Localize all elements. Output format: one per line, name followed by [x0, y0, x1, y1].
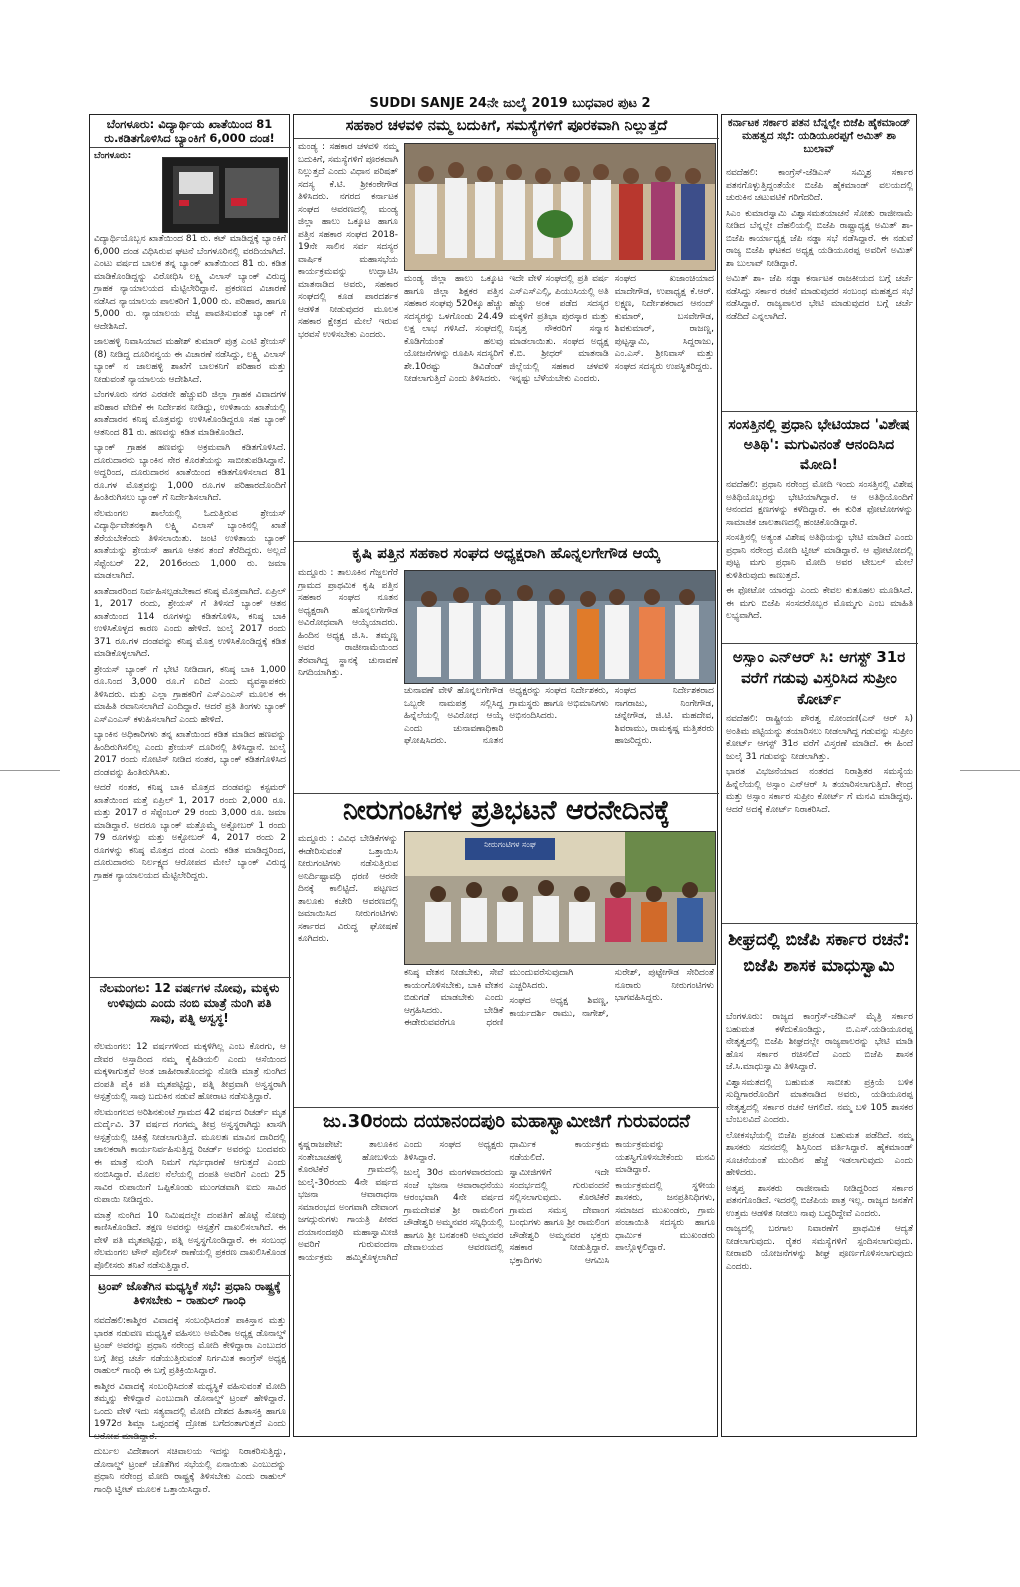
paragraph: ನವದೆಹಲಿ: ಪ್ರಧಾನಿ ನರೇಂದ್ರ ಮೋದಿ ಇಂದು ಸಂಸತ್ತಿನಲ್ಲಿ ವಿಶೇಷ ಅತಿಥಿಯೊಬ್ಬರನ್ನು ಭೇಟಿಯಾಗಿದ್ದಾರೆ. ಆ ಅತಿಥಿಯೊಂದಿಗೆ ಆನಂದದ ಕ್ಷಣಗಳನ್ನು ಕಳೆದಿದ್ದಾರೆ. ಈ ಕುರಿತ ಫೋಟೋಗಳನ್ನು ಸಾಮಾಜಿಕ ಜಾಲತಾಣದಲ್ಲಿ ಹಂಚಿಕೊಂಡಿದ್ದಾರೆ. — [726, 480, 913, 528]
paragraph: ಕೃಷ್ಣರಾಜಪೇಟೆ: ತಾಲೂಕಿನ ಸಂತೇಬಾಚಹಳ್ಳಿ ಹೋಬಳಿಯ ಕೊರಟಿಕೆರೆ ಗ್ರಾಮದಲ್ಲಿ ಜುಲೈ-30ರಂದು 4ನೇ ವರ್ಷದ ಭಜನಾ ಆವಾರಾಧನಾ ಸಮಾರಂಭದ ಅಂಗವಾಗಿ ದೇವಾಂಗ ಜಗದ್ಗುರುಗಳು ಗಾಯತ್ರಿ ಪೀಠದ ದಯಾನಂದಪುರಿ ಮಹಾಸ್ವಾಮೀಜಿ ಅವರಿಗೆ ಗುರುವಂದನಾ ಕಾರ್ಯಕ್ರಮ ಹಮ್ಮಿಕೊಳ್ಳಲಾಗಿದೆ ಎಂದು ಸಂಘದ ಅಧ್ಯಕ್ಷರು ತಿಳಿಸಿದ್ದಾರೆ. — [298, 1140, 504, 1263]
paragraph: ಸಿಎಂ ಕುಮಾರಸ್ವಾಮಿ ವಿಶ್ವಾಸಮತಯಾಚನೆ ಸೋತು ರಾಜೀನಾಮೆ ನೀಡಿದ ಬೆನ್ನಲ್ಲೇ ದೆಹಲಿಯಲ್ಲಿ ಬಿಜೆಪಿ ರಾಷ್ಟ್ರಾಧ್ಯಕ್ಷ ಅಮಿತ್ ಶಾ-ಬಿಜೆಪಿ ಕಾರ್ಯಾಧ್ಯಕ್ಷ ಜೆಪಿ ನಡ್ಡಾ ಸಭೆ ನಡೆಸಿದ್ದಾರೆ. ಈ ನಡುವೆ ರಾಜ್ಯ ಬಿಜೆಪಿ ಘಟಕದ ಅಧ್ಯಕ್ಷ ಯಡಿಯೂರಪ್ಪ ಅವರಿಗೆ ಅಮಿತ್ ಶಾ ಬುಲಾವ್ ನೀಡಿದ್ದಾರೆ. — [726, 208, 913, 269]
headline-guruvandane: ಜು.30ರಂದು ದಯಾನಂದಪುರಿ ಮಹಾಸ್ವಾಮೀಜಿಗೆ ಗುರುವಂದನೆ — [323, 1111, 690, 1132]
article-body — [726, 713, 913, 921]
paragraph: ನವದೆಹಲಿ: ಕಾಂಗ್ರೆಸ್-ಜೆಡಿಎಸ್ ಸಮ್ಮಿಶ್ರ ಸರ್ಕಾರ ಪತನಗೊಳ್ಳುತ್ತಿದ್ದಂತೆಯೇ ಬಿಜೆಪಿ ಹೈಕಮಾಂಡ್ ವಲಯದಲ್ಲಿ ಚುರುಕಿನ ಚಟುವಟಿಕೆ ಗರಿಗೆದರಿದೆ. — [726, 168, 913, 203]
paragraph: ಭಾರತ ವಿಭಜನೆಯಾದ ನಂತರದ ನಿರಾಶ್ರಿತರ ಸಮಸ್ಯೆಯ ಹಿನ್ನೆಲೆಯಲ್ಲಿ ಅಸ್ಸಾಂ ಎನ್ಆರ್ ಸಿ ತಯಾರಿಸಲಾಗುತ್ತಿದೆ. ಕೇಂದ್ರ ಮತ್ತು ಅಸ್ಸಾಂ ಸರ್ಕಾರ ಸುಪ್ರೀಂ ಕೋರ್ಟ್ ಗೆ ಮನವಿ ಮಾಡಿದ್ದವು. ಆದರೆ ಅದಕ್ಕೆ ಕೋರ್ಟ್ ನಿರಾಕರಿಸಿದೆ. — [726, 767, 913, 815]
paragraph: ನವದೆಹಲಿ:ಕಾಶ್ಮೀರ ವಿವಾದಕ್ಕೆ ಸಂಬಂಧಿಸಿದಂತೆ ಪಾಕಿಸ್ತಾನ ಮತ್ತು ಭಾರತ ನಡುವಣ ಮಧ್ಯಸ್ಥಿಕೆ ವಹಿಸಲು ಅಮೆರಿಕಾ ಅಧ್ಯಕ್ಷ ಡೊನಾಲ್ಡ್ ಟ್ರಂಪ್ ಅವರನ್ನು ಪ್ರಧಾನಿ ನರೇಂದ್ರ ಮೋದಿ ಕೇಳಿದ್ದಾರಾ ಎಂಬುದರ ಬಗ್ಗೆ ತೀವ್ರ ಚರ್ಚೆ ನಡೆಯುತ್ತಿರುವಂತೆ ನಿರ್ಗಮಿತ ಕಾಂಗ್ರೆಸ್ ಅಧ್ಯಕ್ಷ ರಾಹುಲ್ ಗಾಂಧಿ ಈ ಬಗ್ಗೆ ಪ್ರತಿಕ್ರಿಯಿಸಿದ್ದಾರೆ. — [94, 1316, 286, 1376]
article-body — [298, 141, 398, 381]
article-body — [94, 1041, 286, 1273]
column-right — [721, 114, 917, 1437]
paragraph: ವಿಶ್ವಾಸಮತದಲ್ಲಿ ಬಹುಮತ ಸಾಬೀತು ಪ್ರಕ್ರಿಯೆ ಬಳಿಕ ಸುದ್ದಿಗಾರರೊಂದಿಗೆ ಮಾತನಾಡಿದ ಅವರು, ಯಡಿಯೂರಪ್ಪ ನೇತೃತ್ವದಲ್ಲಿ ಸರ್ಕಾರ ರಚನೆ ಆಗಲಿದೆ. ನಮ್ಮ ಬಳಿ 105 ಶಾಸಕರ ಬೆಂಬಲವಿದೆ ಎಂದರು. — [726, 1077, 913, 1125]
article-body — [298, 1139, 715, 1435]
paragraph: ಜಾಲಹಳ್ಳಿ ನಿವಾಸಿಯಾದ ಮಹೇಶ್ ಕುಮಾರ್ ಪುತ್ರ ಎಂಟಿ ಶ್ರೇಯಸ್ (8) ನೀಡಿದ್ದ ದೂರಿನನ್ವಯ ಈ ವಿಚಾರಣೆ ನಡೆಸಿದ್ದು, ಲಕ್ಷ್ಮಿ ವಿಲಾಸ್ ಬ್ಯಾಂಕ್ ನ ಜಾಲಹಳ್ಳಿ ಶಾಖೆಗೆ ಬಾಲಕನಿಗೆ ಪರಿಹಾರ ಮತ್ತು ನೀಡುವಂತೆ ನ್ಯಾಯಾಲಯ ಆದೇಶಿಸಿದೆ. — [94, 337, 286, 385]
paragraph: ಸ್ವಾಮೀಜಿಗಳಿಗೆ ಇದೇ ಸಂದರ್ಭದಲ್ಲಿ ಗುರುವಂದನೆ ಸಲ್ಲಿಸಲಾಗುವುದು. ಕೊರಟಿಕೆರೆ ಗ್ರಾಮದ ಸಮಸ್ತ ದೇವಾಂಗ ಬಂಧುಗಳು ಹಾಗೂ ಶ್ರೀ ರಾಮಲಿಂಗ ಚೌಡೇಶ್ವರಿ ಅಮ್ಮನವರ ಭಕ್ತರು ಸಹಕಾರ ನೀಡುತ್ತಿದ್ದಾರೆ. ಭಕ್ತಾದಿಗಳು ಆಗಮಿಸಿ ಕಾರ್ಯಕ್ರಮವನ್ನು ಯಶಸ್ವಿಗೊಳಿಸಬೇಕೆಂದು ಮನವಿ ಮಾಡಿದ್ದಾರೆ. — [509, 1140, 715, 1266]
paragraph: ಸಂಘದ ಅಧ್ಯಕ್ಷ ಶಿವಣ್ಣ, ಕಾರ್ಯದರ್ಶಿ ರಾಮು, ನಾಗೇಶ್, ಸುರೇಶ್, ಪುಟ್ಟೇಗೌಡ ಸೇರಿದಂತೆ ನೂರಾರು ನೀರುಗಂಟಿಗಳು ಭಾಗವಹಿಸಿದ್ದರು. — [509, 968, 714, 1019]
headline-modi-special-guest: ಸಂಸತ್ತಿನಲ್ಲಿ ಪ್ರಧಾನಿ ಭೇಟಿಯಾದ 'ವಿಶೇಷ ಅತಿಥಿ': ಮಗುವಿನಂತೆ ಆನಂದಿಸಿದ ಮೋದಿ! — [728, 417, 910, 473]
masthead: SUDDI SANJE 24ನೇ ಜುಲೈ 2019 ಬುಧವಾರ ಪುಟ 2 — [369, 96, 651, 111]
article-body — [404, 273, 714, 538]
paragraph: ಬೆಂಗಳೂರು ನಗರ ಎರಡನೇ ಹೆಚ್ಚುವರಿ ಜಿಲ್ಲಾ ಗ್ರಾಹಕ ವಿವಾದಗಳ ಪರಿಹಾರ ವೇದಿಕೆ ಈ ನಿರ್ದೇಶನ ನೀಡಿದ್ದು, ಉಳಿತಾಯ ಖಾತೆಯಲ್ಲಿ ಖಾತೆದಾರನ ಕನಿಷ್ಠ ಮೊತ್ತವನ್ನು ಉಳಿಸಿಕೊಂಡಿದ್ದರೂ ಸಹ ಬ್ಯಾಂಕ್ ಆತನಿಂದ 81 ರು. ಹಣವನ್ನು ಕಡಿತ ಮಾಡಿಕೊಂಡಿದೆ. — [94, 390, 286, 438]
article-body — [726, 167, 913, 407]
fold-mark — [0, 770, 60, 771]
paragraph: ಲೋಕಸಭೆಯಲ್ಲಿ ಬಿಜೆಪಿ ಪ್ರಚಂಡ ಬಹುಮತ ಪಡೆದಿದೆ. ನಮ್ಮ ಶಾಸಕರು ಸದನದಲ್ಲಿ ಶಿಸ್ತಿನಿಂದ ವರ್ತಿಸಿದ್ದಾರೆ. ಹೈಕಮಾಂಡ್ ಸೂಚನೆಯಂತೆ ಮುಂದಿನ ಹೆಜ್ಜೆ ಇಡಲಾಗುವುದು ಎಂದು ಹೇಳಿದರು. — [726, 1130, 913, 1178]
paragraph: ಮಂಡ್ಯ : ಸಹಕಾರ ಚಳವಳಿ ನಮ್ಮ ಬದುಕಿಗೆ, ಸಮಸ್ಯೆಗಳಿಗೆ ಪೂರಕವಾಗಿ ನಿಲ್ಲುತ್ತದೆ ಎಂದು ವಿಧಾನ ಪರಿಷತ್ ಸದಸ್ಯ ಕೆ.ಟಿ. ಶ್ರೀಕಂಠೇಗೌಡ ತಿಳಿಸಿದರು. ನಗರದ ಕರ್ನಾಟಕ ಸಂಘದ ಆವರಣದಲ್ಲಿ ಮಂಡ್ಯ ಜಿಲ್ಲಾ ಹಾಲು ಒಕ್ಕೂಟ ಹಾಗೂ ಪತ್ತಿನ ಸಹಕಾರ ಸಂಘದ 2018-19ನೇ ಸಾಲಿನ ಸರ್ವ ಸದಸ್ಯರ ವಾರ್ಷಿಕ ಮಹಾಸಭೆಯ ಕಾರ್ಯಕ್ರಮವನ್ನು ಉದ್ಘಾಟಿಸಿ ಮಾತನಾಡಿದ ಅವರು, ಸಹಕಾರ ಸಂಘದಲ್ಲಿ ಕೂಡ ಪಾರದರ್ಶಕ ಆಡಳಿತ ನೀಡುವುದರ ಮೂಲಕ ಸಹಕಾರ ಕ್ಷೇತ್ರದ ಮೇಲೆ ಇರುವ ಭರವಸೆ ಉಳಿಸಬೇಕು ಎಂದರು. — [298, 142, 398, 340]
paragraph: ರಾಜ್ಯದಲ್ಲಿ ಬರಗಾಲ ನಿವಾರಣೆಗೆ ಪ್ರಾಥಮಿಕ ಆದ್ಯತೆ ನೀಡಲಾಗುವುದು. ರೈತರ ಸಮಸ್ಯೆಗಳಿಗೆ ಸ್ಪಂದಿಸಲಾಗುವುದು. ನೀರಾವರಿ ಯೋಜನೆಗಳನ್ನು ಶೀಘ್ರ ಪೂರ್ಣಗೊಳಿಸಲಾಗುವುದು ಎಂದರು. — [726, 1224, 913, 1272]
paragraph: ಅತೃಪ್ತ ಶಾಸಕರು ರಾಜೀನಾಮೆ ನೀಡಿದ್ದರಿಂದ ಸರ್ಕಾರ ಪತನಗೊಂಡಿದೆ. ಇದರಲ್ಲಿ ಬಿಜೆಪಿಯ ಪಾತ್ರ ಇಲ್ಲ. ರಾಜ್ಯದ ಜನತೆಗೆ ಉತ್ತಮ ಆಡಳಿತ ನೀಡಲು ನಾವು ಬದ್ಧರಿದ್ದೇವೆ ಎಂದರು. — [726, 1183, 913, 1219]
headline-nelamangala-tablet: ನೆಲಮಂಗಲ: 12 ವರ್ಷಗಳ ನೋವು, ಮಕ್ಕಳು ಉಳಿವುದು ಎಂದು ನಂಬಿ ಮಾತ್ರೆ ನುಂಗಿ ಪತಿ ಸಾವು, ಪತ್ನಿ ಅಸ್ವಸ್ಥ! — [99, 981, 280, 1025]
photo-image — [405, 144, 715, 270]
photo-image — [405, 832, 715, 964]
photo-image — [405, 571, 715, 683]
paragraph: ಖಾತೆದಾರರಿಂದ ನಿರ್ವಹಿಸಲ್ಪಡಬೇಕಾದ ಕನಿಷ್ಠ ಮೊತ್ತವಾಗಿದೆ. ಏಪ್ರಿಲ್ 1, 2017 ರಂದು, ಶ್ರೇಯಸ್ ಗೆ ತಿಳಿಸದೆ ಬ್ಯಾಂಕ್ ಆತನ ಖಾತೆಯಿಂದ 114 ರೂಗಳನ್ನು ಕಡಿತಗೊಳಿಸಿ, ಕನಿಷ್ಠ ಬಾಕಿ ಉಳಿಸಿಕೊಳ್ಳದ ಕಾರಣ ಎಂದು ಹೇಳಿದೆ. ಜುಲೈ 2017 ರಂದು 371 ರೂ.ಗಳ ದಂಡವನ್ನು ಕನಿಷ್ಠ ಮೊತ್ತ ಉಳಿಸಿಕೊಂಡಿದ್ದಕ್ಕೆ ಕಡಿತ ಮಾಡಿಕೊಳ್ಳಲಾಗಿದೆ. — [94, 586, 286, 659]
article-body — [94, 233, 286, 975]
paragraph: ಬ್ಯಾಂಕಿನ ಅಧಿಕಾರಿಗಳು ತನ್ನ ಖಾತೆಯಿಂದ ಕಡಿತ ಮಾಡಿದ ಹಣವನ್ನು ಹಿಂದಿರುಗಿಸಲಿಲ್ಲ ಎಂದು ಶ್ರೇಯಸ್ ದೂರಿನಲ್ಲಿ ತಿಳಿಸಿದ್ದಾನೆ. ಜುಲೈ 2017 ರಂದು ನೋಟಿಸ್ ನೀಡಿದ ನಂತರ, ಬ್ಯಾಂಕ್ ಕಡಿತಗೊಳಿಸಿದ ದಂಡವನ್ನು ಹಿಂತಿರುಗಿಸಿತು. — [94, 730, 286, 778]
headline-trump-mediation: ಟ್ರಂಪ್ ಜೊತೆಗಿನ ಮಧ್ಯಸ್ಥಿಕೆ ಸಭೆ: ಪ್ರಧಾನಿ ರಾಷ್ಟ್ರಕ್ಕೆ ತಿಳಿಸಬೇಕು – ರಾಹುಲ್ ಗಾಂಧಿ — [98, 1279, 281, 1308]
paragraph: ಕಾಶ್ಮೀರ ವಿವಾದಕ್ಕೆ ಸಂಬಂಧಿಸಿದಂತೆ ಮಧ್ಯಸ್ಥಿಕೆ ವಹಿಸುವಂತೆ ಮೋದಿ ತಮ್ಮನ್ನು ಕೇಳಿದ್ದಾರೆ ಎಂಬುದಾಗಿ ಡೊನಾಲ್ಡ್ ಟ್ರಂಪ್ ಹೇಳಿದ್ದಾರೆ. ಒಂದು ವೇಳೆ ಇದು ಸತ್ಯವಾದಲ್ಲಿ ಮೋದಿ ದೇಶದ ಹಿತಾಸಕ್ತಿ ಹಾಗೂ 1972ರ ಶಿಮ್ಲಾ ಒಪ್ಪಂದಕ್ಕೆ ದ್ರೋಹ ಬಗೆದಂತಾಗುತ್ತದೆ ಎಂದು ಆರೋಪ ಮಾಡಿದ್ದಾರೆ. — [94, 1381, 286, 1442]
paragraph: ಜುಲೈ 30ರ ಮಂಗಳವಾರದಂದು ಸಂಜೆ ಭಜನಾ ಆವಾರಾಧನೆಯು ಆರಂಭವಾಗಿ 4ನೇ ವರ್ಷದ ಗ್ರಾಮದೇವತೆ ಶ್ರೀ ರಾಮಲಿಂಗ ಚೌಡೇಶ್ವರಿ ಅಮ್ಮನವರ ಸನ್ನಿಧಿಯಲ್ಲಿ ಹಾಗೂ ಶ್ರೀ ಬನಶಂಕರಿ ಅಮ್ಮನವರ ದೇವಾಲಯದ ಆವರಣದಲ್ಲಿ ಧಾರ್ಮಿಕ ಕಾರ್ಯಕ್ರಮ ನಡೆಯಲಿದೆ. — [403, 1140, 610, 1253]
paragraph: ಚುನಾವಣೆ ವೇಳೆ ಹೊನ್ನಲಗೇಗೌಡ ಒಬ್ಬರೇ ನಾಮಪತ್ರ ಸಲ್ಲಿಸಿದ್ದ ಹಿನ್ನೆಲೆಯಲ್ಲಿ ಅವಿರೋಧ ಆಯ್ಕೆ ಎಂದು ಚುನಾವಣಾಧಿಕಾರಿ ಘೋಷಿಸಿದರು. ನೂತನ ಅಧ್ಯಕ್ಷರನ್ನು ಸಂಘದ ನಿರ್ದೇಶಕರು, ಗ್ರಾಮಸ್ಥರು ಹಾಗೂ ಅಭಿಮಾನಿಗಳು ಅಭಿನಂದಿಸಿದರು. — [404, 686, 609, 746]
paragraph: ನವದೆಹಲಿ: ರಾಷ್ಟ್ರೀಯ ಪೌರತ್ವ ನೋಂದಣಿ(ಎನ್ ಆರ್ ಸಿ) ಅಂತಿಮ ಪಟ್ಟಿಯನ್ನು ತಯಾರಿಸಲು ನೀಡಲಾಗಿದ್ದ ಗಡುವನ್ನು ಸುಪ್ರೀಂ ಕೋರ್ಟ್ ಆಗಸ್ಟ್ 31ರ ವರೆಗೆ ವಿಸ್ತರಣೆ ಮಾಡಿದೆ. ಈ ಹಿಂದೆ ಜುಲೈ 31 ಗಡುವನ್ನು ನೀಡಲಾಗಿತ್ತು. — [726, 714, 913, 762]
paragraph: ಕಾರ್ಯಕ್ರಮದಲ್ಲಿ ಸ್ಥಳೀಯ ಶಾಸಕರು, ಜನಪ್ರತಿನಿಧಿಗಳು, ಸಮಾಜದ ಮುಖಂಡರು, ಗ್ರಾಮ ಪಂಚಾಯಿತಿ ಸದಸ್ಯರು ಹಾಗೂ ಧಾರ್ಮಿಕ ಮುಖಂಡರು ಪಾಲ್ಗೊಳ್ಳಲಿದ್ದಾರೆ. — [615, 1180, 715, 1253]
paragraph: ಸಂಸತ್ತಿನಲ್ಲಿ ಅತ್ಯಂತ ವಿಶೇಷ ಅತಿಥಿಯನ್ನು ಭೇಟಿ ಮಾಡಿದೆ ಎಂದು ಪ್ರಧಾನಿ ನರೇಂದ್ರ ಮೋದಿ ಟ್ವೀಟ್ ಮಾಡಿದ್ದಾರೆ. ಆ ಫೋಟೋದಲ್ಲಿ ಪುಟ್ಟ ಮಗು ಪ್ರಧಾನಿ ಮೋದಿ ಅವರ ಟೇಬಲ್ ಮೇಲೆ ಕುಳಿತಿರುವುದು ಕಾಣುತ್ತದೆ. — [726, 533, 913, 581]
paragraph: ಆದರೆ ನಂತರ, ಕನಿಷ್ಠ ಬಾಕಿ ಮೊತ್ತದ ದಂಡವನ್ನು ಕಸ್ಟಮರ್ ಖಾತೆಯಿಂದ ಮತ್ತೆ ಏಪ್ರಿಲ್ 1, 2017 ರಂದು 2,000 ರೂ. ಮತ್ತು 2017 ರ ಸೆಪ್ಟೆಂಬರ್ 29 ರಂದು 3,000 ರೂ. ಜಮಾ ಮಾಡಿದ್ದಾರೆ. ಅದರೂ ಬ್ಯಾಂಕ್ ಮತ್ತೊಮ್ಮೆ ಅಕ್ಟೋಬರ್ 1 ರಂದು 79 ರೂಗಳನ್ನು ಮತ್ತು ಅಕ್ಟೋಬರ್ 4, 2017 ರಂದು 2 ರೂಗಳನ್ನು ಕನಿಷ್ಠ ಮೊತ್ತದ ದಂಡ ಎಂದು ಕಡಿತ ಮಾಡಿದ್ದರಿಂದ, ದೂರುದಾರನು ನಿರ್ಲಕ್ಷ್ಯದ ಆರೋಪದ ಮೇಲೆ ಬ್ಯಾಂಕ್ ವಿರುದ್ಧ ಗ್ರಾಹಕ ನ್ಯಾಯಾಲಯದ ಮೆಟ್ಟಿಲೇರಿದ್ದರು. — [94, 783, 286, 881]
paragraph: ಮಂಡ್ಯ ಜಿಲ್ಲಾ ಹಾಲು ಒಕ್ಕೂಟ ಹಾಗೂ ಜಿಲ್ಲಾ ಶಿಕ್ಷಕರ ಪತ್ತಿನ ಸಹಕಾರ ಸಂಘವು 520ಕ್ಕೂ ಹೆಚ್ಚು ಸದಸ್ಯರನ್ನು ಒಳಗೊಂಡು 24.49 ಲಕ್ಷ ಲಾಭ ಗಳಿಸಿದೆ. ಸಂಘದಲ್ಲಿ ಕೊಡಿಗೆಯಂತೆ ಹಲವು ಯೋಜನೆಗಳನ್ನು ರೂಪಿಸಿ ಸದಸ್ಯರಿಗೆ ಶೇ.10ರಷ್ಟು ಡಿವಿಡೆಂಡ್ ನೀಡಲಾಗುತ್ತಿದೆ ಎಂದು ತಿಳಿಸಿದರು. — [404, 274, 504, 384]
headline-student-bank-fine: ಬೆಂಗಳೂರು: ವಿದ್ಯಾರ್ಥಿಯ ಖಾತೆಯಿಂದ 81 ರು.ಕಡಿತಗೊಳಿಸಿದ ಬ್ಯಾಂಕಿಗೆ 6,000 ದಂಡ! — [104, 117, 275, 146]
paragraph: ಸಂಘದ ಖಜಾಂಚಿಯಾದ ಮಾದೇಗೌಡ, ಉಪಾಧ್ಯಕ್ಷ ಕೆ.ಆರ್. ಲಕ್ಷ್ಮಣ, ನಿರ್ದೇಶಕರಾದ ಆನಂದ್ ಕುಮಾರ್, ಬಸವೇಗೌಡ, ಶಿವಕುಮಾರ್, ರಾಜಣ್ಣ, ಪುಟ್ಟಸ್ವಾಮಿ, ಸಿದ್ದರಾಜು, ಎಂ.ಎಸ್. ಶ್ರೀನಿವಾಸ್ ಮತ್ತು ಸಂಘದ ಸದಸ್ಯರು ಉಪಸ್ಥಿತರಿದ್ದರು. — [614, 274, 714, 372]
society-president-photo — [404, 570, 716, 684]
article-body — [298, 567, 398, 789]
paragraph: ವಿದ್ಯಾರ್ಥಿಯೊಬ್ಬನ ಖಾತೆಯಿಂದ 81 ರು. ಕಟ್ ಮಾಡಿದ್ದಕ್ಕೆ ಬ್ಯಾಂಕಿಗೆ 6,000 ದಂಡ ವಿಧಿಸಿರುವ ಘಟನೆ ಬೆಂಗಳೂರಿನಲ್ಲಿ ವರದಿಯಾಗಿದೆ. ಎಂಟು ವರ್ಷದ ಬಾಲಕ ತನ್ನ ಬ್ಯಾಂಕ್ ಖಾತೆಯಿಂದ 81 ರು. ಕಡಿತ ಮಾಡಿಕೊಂಡಿದ್ದನ್ನು ವಿರೋಧಿಸಿ ಲಕ್ಷ್ಮಿ ವಿಲಾಸ್ ಬ್ಯಾಂಕ್ ವಿರುದ್ಧ ಗ್ರಾಹಕ ನ್ಯಾಯಾಲಯದ ಮೆಟ್ಟಿಲೇರಿದ್ದಾನೆ. ಪ್ರಕರಣದ ವಿಚಾರಣೆ ನಡೆಸಿದ ನ್ಯಾಯಾಲಯ ಪಾಲಕರಿಗೆ 1,000 ರು. ಪರಿಹಾರ, ಹಾಗೂ 5,000 ರು. ನ್ಯಾಯಾಲಯ ವೆಚ್ಚ ಪಾವತಿಸುವಂತೆ ಬ್ಯಾಂಕ್ ಗೆ ಆದೇಶಿಸಿದೆ. — [94, 234, 286, 332]
headline-krishi-pattina: ಕೃಷಿ ಪತ್ತಿನ ಸಹಕಾರ ಸಂಘದ ಅಧ್ಯಕ್ಷರಾಗಿ ಹೊನ್ನಲಗೇಗೌಡ ಆಯ್ಕೆ — [352, 544, 661, 562]
paragraph: ಇದೇ ವೇಳೆ ಸಂಘದಲ್ಲಿ ಪ್ರತಿ ವರ್ಷ ಎಸ್ಎಸ್ಎಲ್ಸಿ, ಪಿಯುಸಿಯಲ್ಲಿ ಅತಿ ಹೆಚ್ಚು ಅಂಕ ಪಡೆದ ಸದಸ್ಯರ ಮಕ್ಕಳಿಗೆ ಪ್ರತಿಭಾ ಪುರಸ್ಕಾರ ಮತ್ತು ನಿವೃತ್ತ ನೌಕರರಿಗೆ ಸನ್ಮಾನ ಮಾಡಲಾಯಿತು. ಸಂಘದ ಅಧ್ಯಕ್ಷ ಕೆ.ಬಿ. ಶ್ರೀಧರ್ ಮಾತನಾಡಿ ಜಿಲ್ಲೆಯಲ್ಲಿ ಸಹಕಾರ ಚಳವಳಿ ಇನ್ನಷ್ಟು ಬೆಳೆಯಬೇಕು ಎಂದರು. — [509, 274, 609, 384]
article-body — [404, 685, 714, 789]
paragraph: ನೆಲಮಂಗಲ: 12 ವರ್ಷಗಳಿಂದ ಮಕ್ಕಳಿಗಿಲ್ಲ ಎಂಬ ಕೊರಗು, ಆ ದೇವರ ಅಸ್ತಾದಿಂದ ನಮ್ಮ ಕೈಹಿಡಿಯಲಿ ಎಂದು ಆಸೆಯಿಂದ ಮಕ್ಕಳಾಗುತ್ತವೆ ಅಂತ ಜಾಹೀರಾತೊಂದನ್ನು ನೋಡಿ ಮಾತ್ರೆ ನುಂಗಿದ ದಂಪತಿ ಪೈಕಿ ಪತಿ ಮೃತಪಟ್ಟಿದ್ದು, ಪತ್ನಿ ತೀವ್ರವಾಗಿ ಅಸ್ವಸ್ಥರಾಗಿ ಆಸ್ಪತ್ರೆಯಲ್ಲಿ ಸಾವು ಬದುಕಿನ ನಡುವೆ ಹೋರಾಟ ನಡೆಸುತ್ತಿದ್ದಾರೆ. — [94, 1042, 286, 1102]
paragraph: ಕನಿಷ್ಠ ವೇತನ ನೀಡಬೇಕು, ಸೇವೆ ಕಾಯಂಗೊಳಿಸಬೇಕು, ಬಾಕಿ ವೇತನ ಬಿಡುಗಡೆ ಮಾಡಬೇಕು ಎಂದು ಆಗ್ರಹಿಸಿದರು. ಬೇಡಿಕೆ ಈಡೇರುವವರೆಗೂ ಧರಣಿ ಮುಂದುವರೆಸುವುದಾಗಿ ಎಚ್ಚರಿಸಿದರು. — [404, 968, 574, 1028]
photo-image — [163, 158, 287, 232]
protest-banner-text: ನೀರುಗಂಟಿಗಳ ಸಂಘ — [484, 840, 536, 849]
paragraph: ಬೆಂಗಳೂರು: ರಾಜ್ಯದ ಕಾಂಗ್ರೆಸ್-ಜೆಡಿಎಸ್ ಮೈತ್ರಿ ಸರ್ಕಾರ ಬಹುಮತ ಕಳೆದುಕೊಂಡಿದ್ದು, ಬಿ.ಎಸ್.ಯಡಿಯೂರಪ್ಪ ನೇತೃತ್ವದಲ್ಲಿ ಬಿಜೆಪಿ ಶೀಘ್ರದಲ್ಲೇ ರಾಜ್ಯಪಾಲರನ್ನು ಭೇಟಿ ಮಾಡಿ ಹೊಸ ಸರ್ಕಾರ ರಚಿಸಲಿದೆ ಎಂದು ಬಿಜೆಪಿ ಶಾಸಕ ಜೆ.ಸಿ.ಮಾಧುಸ್ವಾಮಿ ತಿಳಿಸಿದ್ದಾರೆ. — [726, 1012, 913, 1072]
paragraph: ಅಮಿತ್ ಶಾ- ಜೆಪಿ ನಡ್ಡಾ ಕರ್ನಾಟಕ ರಾಜಕೀಯದ ಬಗ್ಗೆ ಚರ್ಚೆ ನಡೆಸಿದ್ದು ಸರ್ಕಾರ ರಚನೆ ಮಾಡುವುದರ ಸಂಬಂಧ ಮಹತ್ವದ ಸಭೆ ನಡೆಸಿದ್ದಾರೆ. ರಾಜ್ಯಪಾಲರ ಭೇಟಿ ಮಾಡುವುದರ ಬಗ್ಗೆ ಚರ್ಚೆ ನಡೆದಿದೆ ಎನ್ನಲಾಗಿದೆ. — [726, 274, 913, 322]
paragraph: ದುರ್ಬಲ ವಿದೇಶಾಂಗ ಸಚಿವಾಲಯ ಇದನ್ನು ನಿರಾಕರಿಸುತ್ತಿದ್ದು, ಡೊನಾಲ್ಡ್ ಟ್ರಂಪ್ ಜೊತೆಗಿನ ಸಭೆಯಲ್ಲಿ ಏನಾಯಿತು ಎಂಬುದನ್ನು ಪ್ರಧಾನಿ ನರೇಂದ್ರ ಮೋದಿ ರಾಷ್ಟ್ರಕ್ಕೆ ತಿಳಿಸಬೇಕು ಎಂದು ರಾಹುಲ್ ಗಾಂಧಿ ಟ್ವೀಟ್ ಮೂಲಕ ಒತ್ತಾಯಿಸಿದ್ದಾರೆ. — [94, 1447, 286, 1495]
article-body — [298, 833, 398, 1103]
paragraph: ಮಾತ್ರೆ ನುಂಗಿದ 10 ನಿಮಿಷದಲ್ಲೇ ದಂಪತಿಗೆ ಹೊಟ್ಟೆ ನೋವು ಕಾಣಿಸಿಕೊಂಡಿದೆ. ತಕ್ಷಣ ಅವರನ್ನು ಆಸ್ಪತ್ರೆಗೆ ದಾಖಲಿಸಲಾಗಿದೆ. ಈ ವೇಳೆ ಪತಿ ಮೃತಪಟ್ಟಿದ್ದು, ಪತ್ನಿ ಅಸ್ವಸ್ಥಗೊಂಡಿದ್ದಾರೆ. ಈ ಸಂಬಂಧ ನೆಲಮಂಗಲ ಟೌನ್ ಪೊಲೀಸ್ ಠಾಣೆಯಲ್ಲಿ ಪ್ರಕರಣ ದಾಖಲಿಸಿಕೊಂಡ ಪೊಲೀಸರು ತನಿಖೆ ನಡೆಸುತ್ತಿದ್ದಾರೆ. — [94, 1210, 286, 1271]
headline-cooperative-movement: ಸಹಕಾರ ಚಳವಳಿ ನಮ್ಮ ಬದುಕಿಗೆ, ಸಮಸ್ಯೆಗಳಿಗೆ ಪೂರಕವಾಗಿ ನಿಲ್ಲುತ್ತದೆ — [345, 118, 668, 134]
dateline: ಬೆಂಗಳೂರು: — [94, 151, 132, 161]
article-body — [726, 479, 913, 639]
protest-photo — [404, 831, 716, 965]
article-body — [404, 967, 714, 1103]
headline-waterman-protest: ನೀರುಗಂಟಿಗಳ ಪ್ರತಿಭಟನೆ ಆರನೇದಿನಕ್ಕೆ — [342, 795, 671, 826]
paragraph: ಮದ್ದೂರು : ವಿವಿಧ ಬೇಡಿಕೆಗಳನ್ನು ಈಡೇರಿಸುವಂತೆ ಒತ್ತಾಯಿಸಿ ನೀರುಗಂಟಿಗಳು ನಡೆಸುತ್ತಿರುವ ಅನಿರ್ದಿಷ್ಟಾವಧಿ ಧರಣಿ ಆರನೇ ದಿನಕ್ಕೆ ಕಾಲಿಟ್ಟಿದೆ. ಪಟ್ಟಣದ ತಾಲೂಕು ಕಚೇರಿ ಆವರಣದಲ್ಲಿ ಜಮಾಯಿಸಿದ ನೀರುಗಂಟಿಗಳು ಸರ್ಕಾರದ ವಿರುದ್ಧ ಘೋಷಣೆ ಕೂಗಿದರು. — [298, 834, 398, 944]
headline-bjp-highcommand: ಕರ್ನಾಟಕ ಸರ್ಕಾರ ಪತನ ಬೆನ್ನಲ್ಲೇ ಬಿಜೆಪಿ ಹೈಕಮಾಂಡ್ ಮಹತ್ವದ ಸಭೆ: ಯಡಿಯೂರಪ್ಪಗೆ ಅಮಿತ್ ಶಾ ಬುಲಾವ್ — [727, 117, 911, 156]
paragraph: ಈ ಫೋಟೋ ಯಾರದ್ದು ಎಂದು ಕೇವಲ ಕುತೂಹಲ ಮೂಡಿಸಿದೆ. ಈ ಮಗು ಬಿಜೆಪಿ ಸಂಸದರೊಬ್ಬರ ಮೊಮ್ಮಗು ಎಂಬ ಮಾಹಿತಿ ಲಭ್ಯವಾಗಿದೆ. — [726, 586, 913, 621]
column-center — [293, 114, 718, 1437]
cooperative-meeting-photo — [404, 143, 716, 271]
article-body — [726, 1011, 913, 1435]
bank-atm-photo — [162, 157, 288, 233]
paragraph: ಶ್ರೇಯಸ್ ಬ್ಯಾಂಕ್ ಗೆ ಭೇಟಿ ನೀಡಿದಾಗ, ಕನಿಷ್ಠ ಬಾಕಿ 1,000 ರೂ.ನಿಂದ 3,000 ರೂ.ಗೆ ಏರಿದೆ ಎಂದು ವ್ಯವಸ್ಥಾಪಕರು ತಿಳಿಸಿದರು. ಮತ್ತು ಎಲ್ಲಾ ಗ್ರಾಹಕರಿಗೆ ಎಸ್ಎಂಎಸ್ ಮೂಲಕ ಈ ಮಾಹಿತಿ ರವಾನಿಸಲಾಗಿದೆ ಎಂದಿದ್ದಾರೆ. ಆದರೆ ಪ್ರತಿ ತಿಂಗಳು ಬ್ಯಾಂಕ್ ಎಸ್ಎಂಎಸ್ ಕಳುಹಿಸಲಾಗಿದೆ ಎಂದು ಹೇಳಿದೆ. — [94, 664, 286, 725]
paragraph: ನೆಲಮಂಗಲದ ಅರಿಶಿನಕುಂಟೆ ಗ್ರಾಮದ 42 ವರ್ಷದ ರಿಚರ್ಡ್ ಮೃತ ದುರ್ದೈವಿ. 37 ವರ್ಷದ ಗಂಗಮ್ಮ ತೀವ್ರ ಅಸ್ವಸ್ಥರಾಗಿದ್ದು ಖಾಸಗಿ ಆಸ್ಪತ್ರೆಯಲ್ಲಿ ಚಿಕಿತ್ಸೆ ನೀಡಲಾಗುತ್ತಿದೆ. ಮೂಲತಃ ಮಾವಿನ ದಾರಿದಲ್ಲಿ ಚಾಲಕರಾಗಿ ಕಾರ್ಯನಿರ್ವಹಿಸುತ್ತಿದ್ದ ರಿಚರ್ಡ್ ಅವರನ್ನು ಬಂದವರು ಈ ಮಾತ್ರೆ ನುಂಗಿ ನಿಮಗೆ ಗರ್ಭಧಾರಣೆ ಆಗುತ್ತದೆ ಎಂದು ನಂಬಿಸಿದ್ದಾರೆ. ಮೊದಲ ನೆಲೆಯಲ್ಲಿ ದಂಪತಿ ಅವರಿಗೆ ಎಂದು 25 ಸಾವಿರ ರುಪಾಯಿಗೆ ಒಪ್ಪಿಕೊಂಡು ಮುಂಗಡವಾಗಿ ಐದು ಸಾವಿರ ರುಪಾಯಿ ನೀಡಿದ್ದರು. — [94, 1107, 286, 1205]
column-left — [89, 114, 290, 1495]
paragraph: ಸಂಘದ ನಿರ್ದೇಶಕರಾದ ನಾಗರಾಜು, ನಿಂಗೇಗೌಡ, ಚನ್ನೇಗೌಡ, ಜಿ.ಟಿ. ಮಹದೇವ, ಶಿವರಾಮು, ರಾಮಕೃಷ್ಣ ಮತ್ತಿತರರು ಹಾಜರಿದ್ದರು. — [614, 686, 714, 746]
headline-madhuswamy: ಶೀಘ್ರದಲ್ಲಿ ಬಿಜೆಪಿ ಸರ್ಕಾರ ರಚನೆ: ಬಿಜೆಪಿ ಶಾಸಕ ಮಾಧುಸ್ವಾಮಿ — [728, 930, 910, 976]
fold-mark — [960, 770, 1020, 771]
paragraph: ನೆಲಮಂಗಲ ಶಾಲೆಯಲ್ಲಿ ಓದುತ್ತಿರುವ ಶ್ರೇಯಸ್ ವಿದ್ಯಾರ್ಥಿವೇತನಕ್ಕಾಗಿ ಲಕ್ಷ್ಮಿ ವಿಲಾಸ್ ಬ್ಯಾಂಕಿನಲ್ಲಿ ಖಾತೆ ತೆರೆಯಬೇಕೆಂದು ತಿಳಿಸಲಾಯಿತು. ಜಂಟಿ ಉಳಿತಾಯ ಬ್ಯಾಂಕ್ ಖಾತೆಯನ್ನು ಶ್ರೇಯಸ್ ಹಾಗೂ ಆತನ ತಂದೆ ತೆರೆದಿದ್ದರು. ಅಲ್ಲದೆ ಸೆಪ್ಟೆಂಬರ್ 22, 2016ರಂದು 1,000 ರು. ಜಮಾ ಮಾಡಲಾಗಿದೆ. — [94, 508, 286, 581]
paragraph: ಮದ್ದೂರು : ತಾಲೂಕಿನ ಗೆಜ್ಜಲಗೆರೆ ಗ್ರಾಮದ ಪ್ರಾಥಮಿಕ ಕೃಷಿ ಪತ್ತಿನ ಸಹಕಾರ ಸಂಘದ ನೂತನ ಅಧ್ಯಕ್ಷರಾಗಿ ಹೊನ್ನಲಗೇಗೌಡ ಅವಿರೋಧವಾಗಿ ಆಯ್ಕೆಯಾದರು. ಹಿಂದಿನ ಅಧ್ಯಕ್ಷ ಜಿ.ಸಿ. ತಮ್ಮಣ್ಣ ಅವರ ರಾಜೀನಾಮೆಯಿಂದ ತೆರವಾಗಿದ್ದ ಸ್ಥಾನಕ್ಕೆ ಚುನಾವಣೆ ನಿಗದಿಯಾಗಿತ್ತು. — [298, 568, 398, 678]
headline-assam-nrc: ಅಸ್ಸಾಂ ಎನ್ಆರ್ ಸಿ: ಆಗಸ್ಟ್ 31ರ ವರೆಗೆ ಗಡುವು ವಿಸ್ತರಿಸಿದ ಸುಪ್ರೀಂ ಕೋರ್ಟ್ — [732, 648, 906, 708]
paragraph: ಬ್ಯಾಂಕ್ ಗ್ರಾಹಕ ಹಣವನ್ನು ಅಕ್ರಮವಾಗಿ ಕಡಿತಗೊಳಿಸಿದೆ. ದೂರುದಾರನು ಬ್ಯಾಂಕಿನ ನೇರ ಕೊರತೆಯನ್ನು ಸಾಬೀತುಪಡಿಸಿದ್ದಾನೆ. ಅದ್ದರಿಂದ, ದೂರುದಾರನ ಖಾತೆಯಿಂದ ಕಡಿತಗೊಳಿಸಲಾದ 81 ರೂ.ಗಳ ಮೊತ್ತವನ್ನು 1,000 ರೂ.ಗಳ ಪರಿಹಾರದೊಂದಿಗೆ ಹಿಂತಿರುಗಿಸಲು ಬ್ಯಾಂಕ್ ಗೆ ನಿರ್ದೇಶಿಸಲಾಗಿದೆ. — [94, 443, 286, 503]
article-body — [94, 1315, 286, 1495]
